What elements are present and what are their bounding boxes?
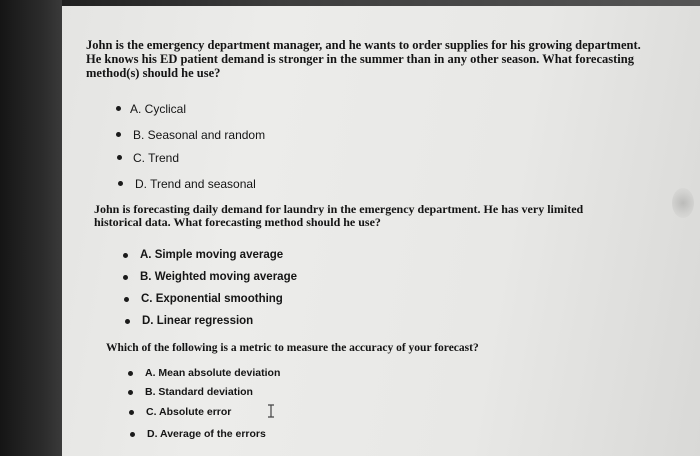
question-3-option-b[interactable] <box>128 386 328 400</box>
question-1-text: John is the emergency department manager, and he wants to order supplies for his growing department. He knows his ED patient demand is stronger in the summer than in any other season. What forecasting method(s) should he use? <box>86 38 641 80</box>
option-label: B. Seasonal and random <box>133 128 266 142</box>
question-2-option-d[interactable] <box>125 315 325 330</box>
question-3-option-d[interactable] <box>130 428 330 442</box>
bullet-icon <box>128 371 133 376</box>
option-label: A. Mean absolute deviation <box>145 367 281 379</box>
question-1-option-b[interactable] <box>116 128 316 144</box>
question-3-option-c[interactable] <box>129 406 329 420</box>
question-3-text: Which of the following is a metric to measure the accuracy of your forecast? <box>106 342 479 354</box>
bullet-icon <box>128 390 133 395</box>
question-2-option-c[interactable] <box>124 293 324 308</box>
bullet-icon <box>124 297 129 302</box>
bullet-icon <box>118 181 123 186</box>
question-2-option-b[interactable] <box>123 271 323 286</box>
bullet-icon <box>117 155 122 160</box>
option-label: C. Exponential smoothing <box>141 293 283 305</box>
option-label: C. Absolute error <box>146 406 232 418</box>
option-label: D. Trend and seasonal <box>135 177 256 191</box>
bullet-icon <box>123 275 128 280</box>
option-label: D. Average of the errors <box>147 428 266 440</box>
question-2-text: John is forecasting daily demand for laundry in the emergency department. He has very limited historical data. What forecasting method should he use? <box>94 202 584 229</box>
option-label: D. Linear regression <box>142 315 254 327</box>
bullet-icon <box>130 432 135 437</box>
question-1-option-a[interactable] <box>116 102 316 118</box>
bullet-icon <box>123 253 128 258</box>
screen-glare <box>672 188 694 218</box>
bullet-icon <box>116 106 121 111</box>
bullet-icon <box>125 319 130 324</box>
option-label: A. Cyclical <box>130 102 187 116</box>
option-label: A. Simple moving average <box>140 249 284 261</box>
screen-bezel-left <box>0 0 62 456</box>
bullet-icon <box>129 410 134 415</box>
question-2-option-a[interactable] <box>123 249 323 264</box>
question-3-option-a[interactable] <box>128 367 328 381</box>
question-1-option-d[interactable] <box>118 177 318 193</box>
option-label: B. Weighted moving average <box>140 271 297 283</box>
text-cursor-icon <box>266 404 276 418</box>
screen-bezel-top <box>0 0 700 6</box>
option-label: C. Trend <box>133 151 180 165</box>
bullet-icon <box>116 132 121 137</box>
question-1-option-c[interactable] <box>117 151 317 167</box>
option-label: B. Standard deviation <box>145 386 253 398</box>
